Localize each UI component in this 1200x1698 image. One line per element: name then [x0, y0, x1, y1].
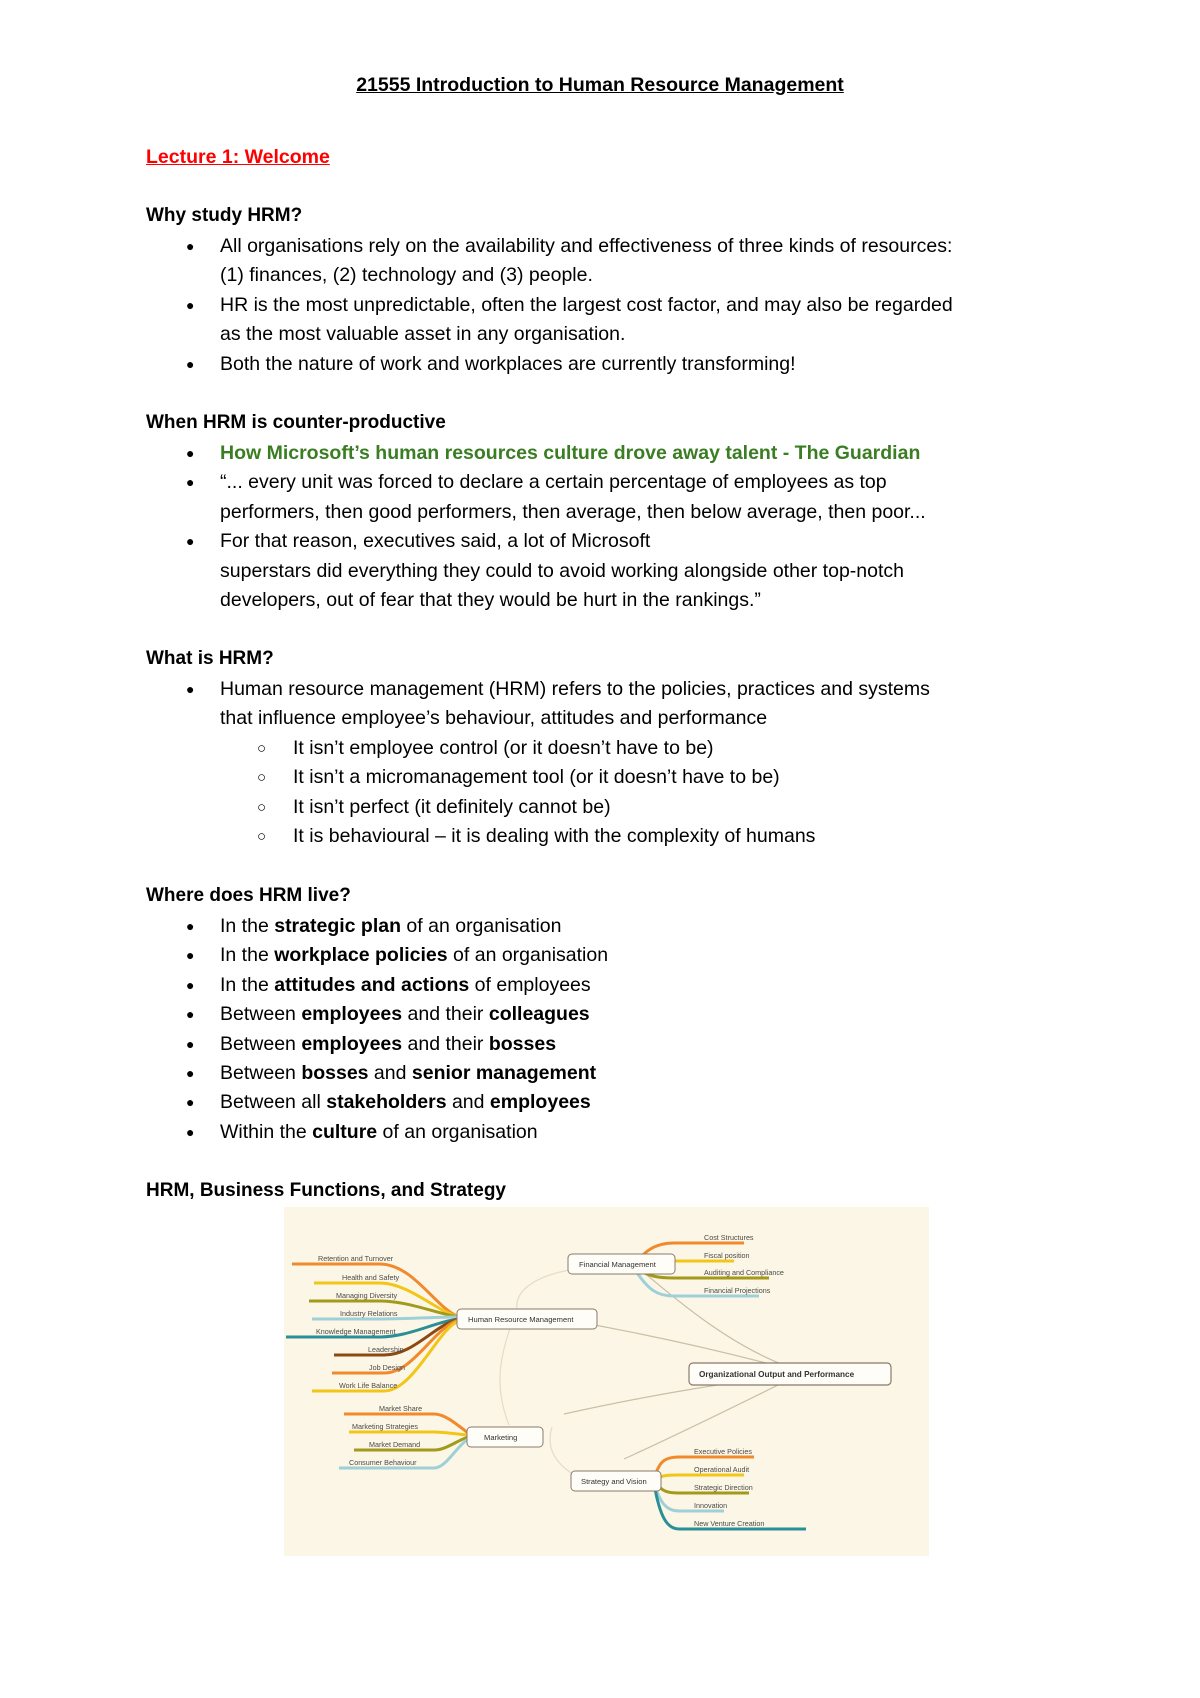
- mindmap-leaf: Retention and Turnover: [318, 1254, 394, 1263]
- list-item: ● In the attitudes and actions of employees: [0, 971, 1080, 1000]
- mindmap-leaf: Work Life Balance: [339, 1381, 398, 1390]
- list-item: ● Human resource management (HRM) refers to the policies, practices and systems: [0, 675, 1080, 704]
- sub-list-item: ○ It is behavioural – it is dealing with the complexity of humans: [0, 822, 1093, 851]
- mindmap-leaf: Managing Diversity: [336, 1291, 398, 1300]
- bullet-icon: ●: [186, 355, 195, 372]
- mindmap-leaf: Fiscal position: [704, 1251, 750, 1260]
- guardian-link[interactable]: How Microsoft’s human resources culture drove away talent - The Guardian: [220, 442, 921, 464]
- mindmap-leaf: Financial Projections: [704, 1286, 771, 1295]
- mindmap-leaf: Consumer Behaviour: [349, 1458, 417, 1467]
- mindmap-leaf: Industry Relations: [340, 1309, 398, 1318]
- sub-list-item: ○ It isn’t employee control (or it doesn’t have to be): [0, 734, 1093, 763]
- mindmap-leaf: Health and Safety: [342, 1273, 400, 1282]
- mindmap-leaf: Market Demand: [369, 1440, 421, 1449]
- mindmap-leaf: Cost Structures: [704, 1233, 754, 1242]
- hollow-bullet-icon: ○: [257, 828, 267, 846]
- section-heading-where: Where does HRM live?: [146, 885, 351, 906]
- list-item-continuation: performers, then good performers, then average, then below average, then poor...: [220, 500, 926, 523]
- section-heading-what: What is HRM?: [146, 648, 274, 669]
- mindmap-node-hrm: Human Resource Management: [468, 1315, 574, 1324]
- list-item: ● Between employees and their bosses: [0, 1030, 1080, 1059]
- list-item: ● Between all stakeholders and employees: [0, 1088, 1080, 1117]
- bullet-icon: ●: [186, 918, 195, 934]
- bullet-icon: ●: [186, 474, 195, 491]
- list-item-continuation: that influence employee’s behaviour, attitudes and performance: [220, 707, 768, 730]
- list-item-continuation: as the most valuable asset in any organisation.: [220, 323, 626, 346]
- mindmap-leaf: Marketing Strategies: [352, 1422, 418, 1431]
- mindmap-leaf: Innovation: [694, 1501, 728, 1510]
- mindmap-node-marketing: Marketing: [484, 1433, 518, 1442]
- what-list: [0, 675, 1093, 851]
- list-item: ● HR is the most unpredictable, often the largest cost factor, and may also be regarded: [0, 291, 1080, 320]
- section-heading-strategy: HRM, Business Functions, and Strategy: [146, 1180, 506, 1201]
- hollow-bullet-icon: ○: [257, 769, 267, 787]
- bullet-icon: ●: [186, 1065, 195, 1082]
- bullet-icon: ●: [186, 947, 195, 964]
- list-item: ● For that reason, executives said, a lot of Microsoft: [0, 527, 1080, 556]
- list-item: ● “... every unit was forced to declare a certain percentage of employees as top: [0, 468, 1080, 497]
- why-list: [0, 232, 1080, 379]
- list-item: ● Between employees and their colleagues: [0, 1000, 1080, 1029]
- mindmap-leaf: Job Design: [369, 1363, 405, 1372]
- mindmap-leaf: Auditing and Compliance: [704, 1268, 784, 1277]
- list-item-continuation: developers, out of fear that they would be hurt in the rankings.”: [220, 589, 761, 612]
- mindmap-leaf: New Venture Creation: [694, 1519, 765, 1528]
- document-title: 21555 Introduction to Human Resource Management: [356, 74, 844, 96]
- mindmap-leaf: Strategic Direction: [694, 1483, 753, 1492]
- list-item: ● In the workplace policies of an organisation: [0, 941, 1080, 970]
- sub-list-item: ○ It isn’t perfect (it definitely cannot be): [0, 793, 1093, 822]
- hollow-bullet-icon: ○: [257, 798, 267, 816]
- section-heading-why: Why study HRM?: [146, 205, 303, 226]
- bullet-icon: ●: [186, 1123, 195, 1140]
- list-item-continuation: superstars did everything they could to avoid working alongside other top-notch: [220, 559, 904, 582]
- mindmap-node-output: Organizational Output and Performance: [699, 1370, 855, 1379]
- bullet-icon: ●: [186, 533, 195, 550]
- where-list: [0, 912, 1080, 1147]
- mindmap-leaf: Market Share: [379, 1404, 423, 1413]
- counter-list: [0, 439, 1080, 615]
- list-item: ● Between bosses and senior management: [0, 1059, 1080, 1088]
- section-heading-counter: When HRM is counter-productive: [146, 412, 446, 433]
- sub-list-item: ○ It isn’t a micromanagement tool (or it doesn’t have to be): [0, 763, 1093, 792]
- bullet-icon: ●: [186, 296, 195, 313]
- bullet-icon: ●: [186, 445, 195, 461]
- hollow-bullet-icon: ○: [257, 739, 267, 757]
- mindmap-leaf: Knowledge Management: [316, 1327, 396, 1336]
- list-item: ● All organisations rely on the availability and effectiveness of three kinds of resources:: [0, 232, 1080, 261]
- mind-map-diagram: [284, 1207, 929, 1556]
- list-item: ● In the strategic plan of an organisation: [0, 912, 1080, 941]
- mindmap-leaf: Operational Audit: [694, 1465, 750, 1474]
- bullet-icon: ●: [186, 1006, 195, 1023]
- bullet-icon: ●: [186, 1094, 195, 1111]
- list-item: ● Within the culture of an organisation: [0, 1118, 1080, 1147]
- bullet-icon: ●: [186, 1035, 195, 1052]
- bullet-icon: ●: [186, 238, 195, 254]
- list-item: [0, 439, 1080, 468]
- list-item: ● Both the nature of work and workplaces are currently transforming!: [0, 350, 1080, 379]
- mindmap-leaf: Leadership: [368, 1345, 404, 1354]
- list-item-continuation: (1) finances, (2) technology and (3) people.: [220, 264, 593, 287]
- mindmap-node-strategy: Strategy and Vision: [581, 1477, 647, 1486]
- mindmap-node-financial: Financial Management: [579, 1260, 656, 1269]
- bullet-icon: ●: [186, 976, 195, 993]
- lecture-heading: Lecture 1: Welcome: [146, 146, 330, 168]
- mindmap-leaf: Executive Policies: [694, 1447, 752, 1456]
- bullet-icon: ●: [186, 681, 195, 697]
